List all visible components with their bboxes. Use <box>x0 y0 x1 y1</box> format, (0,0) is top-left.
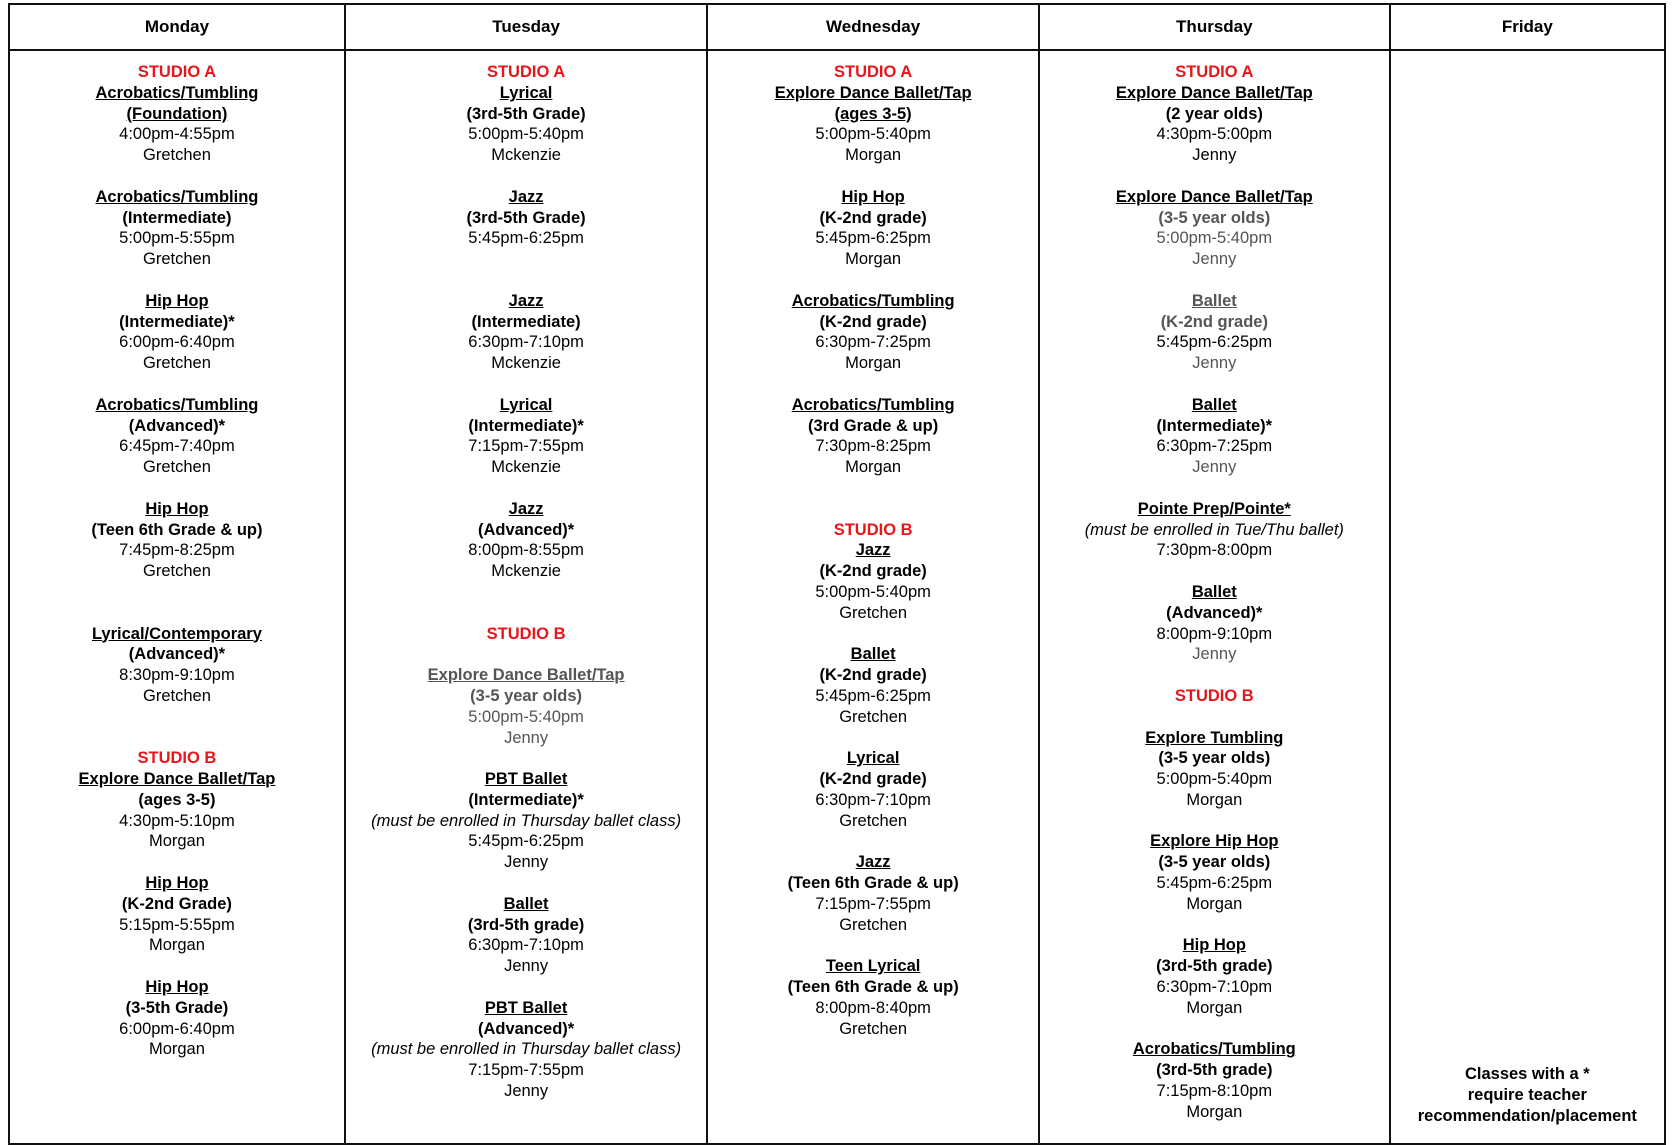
class-level: (K-2nd grade) <box>1160 312 1268 331</box>
class-name: Acrobatics/Tumbling <box>95 187 259 206</box>
class-block <box>708 540 1038 623</box>
class-teacher: Morgan <box>1186 1102 1243 1121</box>
class-name: Explore Hip Hop <box>1150 832 1279 851</box>
class-level: (Advanced)* <box>128 416 226 435</box>
class-time: 5:00pm-5:40pm <box>815 582 931 601</box>
class-name: Teen Lyrical <box>825 957 921 976</box>
class-time: 5:00pm-5:40pm <box>1156 770 1273 789</box>
tuesday-classes <box>346 51 706 1143</box>
class-block <box>708 852 1038 935</box>
class-name: Pointe Prep/Pointe* <box>1137 499 1291 518</box>
class-time: 7:15pm-7:55pm <box>815 894 931 913</box>
class-level: (2 year olds) <box>1165 104 1263 123</box>
class-teacher: Jenny <box>1192 458 1237 477</box>
class-block <box>708 291 1038 374</box>
class-time: 5:00pm-5:55pm <box>119 229 235 248</box>
class-name: Explore Dance Ballet/Tap <box>78 770 276 789</box>
class-teacher: Gretchen <box>143 250 211 269</box>
schedule-table <box>8 3 1666 1145</box>
class-level: (Intermediate)* <box>468 790 584 809</box>
class-block <box>346 395 706 478</box>
class-teacher: Morgan <box>148 1040 205 1059</box>
class-name: Hip Hop <box>145 978 209 997</box>
class-time: 8:00pm-9:10pm <box>1156 624 1273 643</box>
class-name: Acrobatics/Tumbling <box>791 291 955 310</box>
thursday-column <box>1039 50 1390 1144</box>
class-name: Ballet <box>1191 291 1237 310</box>
class-time: 8:00pm-8:40pm <box>815 998 931 1017</box>
class-name: Explore Dance Ballet/Tap <box>1115 83 1313 102</box>
class-time: 6:30pm-7:10pm <box>815 790 931 809</box>
class-level: (Intermediate) <box>471 312 581 331</box>
class-level: (Advanced)* <box>128 645 226 664</box>
class-block <box>1040 395 1389 478</box>
class-block <box>708 187 1038 270</box>
asterisk-note-line: require teacher <box>1467 1086 1587 1105</box>
tuesday-column <box>345 50 707 1144</box>
class-time: 5:00pm-5:40pm <box>468 707 584 726</box>
class-name: Explore Dance Ballet/Tap <box>774 83 972 102</box>
class-time: 7:15pm-7:55pm <box>468 437 584 456</box>
class-level: (Intermediate)* <box>1156 416 1273 435</box>
class-teacher: Mckenzie <box>491 458 561 477</box>
friday-classes <box>1391 51 1664 1143</box>
class-time: 6:45pm-7:40pm <box>119 437 235 456</box>
class-level: (Intermediate)* <box>468 416 584 435</box>
class-level: (3-5 year olds) <box>470 686 583 705</box>
class-name: Ballet <box>1191 395 1237 414</box>
class-name: Hip Hop <box>145 499 209 518</box>
spacer <box>346 644 706 665</box>
class-level: (K-2nd grade) <box>819 312 927 331</box>
class-teacher: Morgan <box>845 250 902 269</box>
class-level: (Teen 6th Grade & up) <box>787 978 959 997</box>
class-teacher: Morgan <box>845 146 902 165</box>
class-level: (Foundation) <box>126 104 228 123</box>
class-time: 4:30pm-5:00pm <box>1156 125 1273 144</box>
class-teacher: Jenny <box>504 957 549 976</box>
enrollment-note: (must be enrolled in Tue/Thu ballet) <box>1084 520 1344 539</box>
wednesday-column <box>707 50 1039 1144</box>
asterisk-note <box>1391 1064 1664 1127</box>
class-level: (Teen 6th Grade & up) <box>787 874 959 893</box>
class-name: PBT Ballet <box>484 770 568 789</box>
class-teacher: Mckenzie <box>491 146 561 165</box>
class-block <box>1040 1039 1389 1122</box>
class-block <box>1040 582 1389 665</box>
class-block <box>10 499 344 582</box>
class-time: 5:45pm-6:25pm <box>468 229 584 248</box>
class-teacher: Morgan <box>845 354 902 373</box>
class-block <box>1040 291 1389 374</box>
class-teacher: Gretchen <box>839 1019 908 1038</box>
class-teacher: Jenny <box>504 728 549 747</box>
class-teacher: Morgan <box>1186 998 1243 1017</box>
header-wednesday: Wednesday <box>707 4 1039 50</box>
class-teacher: Jenny <box>504 1082 549 1101</box>
class-teacher: Gretchen <box>143 458 211 477</box>
class-teacher: Jenny <box>1192 645 1237 664</box>
class-teacher: Gretchen <box>143 146 211 165</box>
class-block <box>1040 831 1389 914</box>
class-name: Explore Tumbling <box>1145 728 1284 747</box>
class-block <box>10 291 344 374</box>
class-teacher: Gretchen <box>143 562 211 581</box>
schedule-row <box>9 50 1665 1144</box>
header-tuesday: Tuesday <box>345 4 707 50</box>
enrollment-note: (must be enrolled in Thursday ballet class) <box>371 811 682 830</box>
class-teacher: Morgan <box>1186 894 1243 913</box>
class-block <box>10 769 344 852</box>
wednesday-classes <box>708 51 1038 1143</box>
class-block <box>708 748 1038 831</box>
class-teacher: Gretchen <box>839 707 908 726</box>
studio-label: STUDIO B <box>137 749 217 768</box>
header-monday: Monday <box>9 4 345 50</box>
class-level: (3-5 year olds) <box>1158 749 1271 768</box>
class-block <box>10 395 344 478</box>
class-level: (3rd-5th Grade) <box>466 104 586 123</box>
class-block <box>346 187 706 270</box>
class-name: Jazz <box>508 187 544 206</box>
class-time: 8:30pm-9:10pm <box>119 666 235 685</box>
enrollment-note: (must be enrolled in Thursday ballet class) <box>371 1040 682 1059</box>
friday-column <box>1390 50 1665 1144</box>
class-level: (Advanced)* <box>477 520 575 539</box>
class-block <box>1040 187 1389 270</box>
class-level: (Intermediate)* <box>119 312 235 331</box>
studio-label: STUDIO B <box>486 624 566 643</box>
class-teacher: Gretchen <box>839 603 908 622</box>
class-teacher <box>346 249 706 270</box>
class-name: Ballet <box>1191 582 1237 601</box>
class-name: Hip Hop <box>145 291 209 310</box>
class-level: (3-5th Grade) <box>125 998 229 1017</box>
studio-label: STUDIO A <box>834 63 913 81</box>
class-level: (Advanced)* <box>1166 603 1263 622</box>
thursday-classes <box>1040 51 1389 1123</box>
class-level: (K-2nd grade) <box>819 208 927 227</box>
header-friday: Friday <box>1390 4 1665 50</box>
asterisk-note-line: Classes with a * <box>1464 1065 1590 1084</box>
class-teacher: Jenny <box>1192 146 1237 165</box>
class-name: Acrobatics/Tumbling <box>95 83 259 102</box>
class-name: Acrobatics/Tumbling <box>1132 1040 1296 1059</box>
class-teacher: Jenny <box>504 853 549 872</box>
class-level: (3rd-5th grade) <box>1156 1061 1273 1080</box>
class-teacher: Gretchen <box>143 354 211 373</box>
studio-label: STUDIO B <box>833 520 913 539</box>
class-name: Jazz <box>508 499 544 518</box>
class-teacher: Morgan <box>1186 790 1243 809</box>
class-name: Explore Dance Ballet/Tap <box>427 666 625 685</box>
class-block <box>10 873 344 956</box>
monday-column <box>9 50 345 1144</box>
class-time: 5:45pm-6:25pm <box>468 832 584 851</box>
class-teacher: Morgan <box>845 458 902 477</box>
class-block <box>10 187 344 270</box>
class-name: Ballet <box>503 894 549 913</box>
class-time: 5:45pm-6:25pm <box>1156 333 1273 352</box>
class-block <box>1040 83 1389 166</box>
class-block <box>346 769 706 873</box>
class-block <box>708 956 1038 1039</box>
class-level: (3-5 year olds) <box>1158 853 1271 872</box>
class-block <box>1040 499 1389 561</box>
class-time: 6:30pm-7:25pm <box>815 333 931 352</box>
class-level: (K-2nd grade) <box>819 666 927 685</box>
class-time: 7:30pm-8:00pm <box>1156 541 1273 560</box>
class-level: (3rd-5th grade) <box>467 915 585 934</box>
class-time: 7:45pm-8:25pm <box>119 541 235 560</box>
class-block <box>10 624 344 707</box>
class-level: (Intermediate) <box>122 208 232 227</box>
class-name: Jazz <box>855 541 891 560</box>
class-name: Lyrical <box>499 83 553 102</box>
class-teacher: Gretchen <box>143 686 211 705</box>
class-level: (ages 3-5) <box>138 790 216 809</box>
header-thursday: Thursday <box>1039 4 1390 50</box>
class-block <box>1040 935 1389 1018</box>
class-time: 5:45pm-6:25pm <box>815 229 931 248</box>
class-level: (K-2nd Grade) <box>121 894 232 913</box>
class-name: Explore Dance Ballet/Tap <box>1115 187 1313 206</box>
class-name: Acrobatics/Tumbling <box>95 395 259 414</box>
class-block <box>708 644 1038 727</box>
class-time: 5:45pm-6:25pm <box>1156 874 1273 893</box>
studio-label: STUDIO B <box>1174 686 1254 705</box>
class-level: (K-2nd grade) <box>819 770 927 789</box>
class-time: 6:30pm-7:25pm <box>1156 437 1273 456</box>
class-time: 6:30pm-7:10pm <box>468 333 584 352</box>
class-level: (Advanced)* <box>477 1019 575 1038</box>
class-name: Hip Hop <box>841 187 905 206</box>
class-time: 6:00pm-6:40pm <box>119 1019 235 1038</box>
class-name: Acrobatics/Tumbling <box>791 395 955 414</box>
class-level: (3rd-5th Grade) <box>466 208 586 227</box>
studio-label: STUDIO A <box>1175 63 1254 81</box>
class-name: Lyrical <box>846 749 900 768</box>
class-teacher: Jenny <box>1192 250 1237 269</box>
class-block <box>708 395 1038 478</box>
class-time: 5:00pm-5:40pm <box>815 125 931 144</box>
class-time: 5:00pm-5:40pm <box>1156 229 1273 248</box>
class-time: 7:15pm-7:55pm <box>468 1061 584 1080</box>
class-time: 5:15pm-5:55pm <box>119 915 235 934</box>
class-teacher: Jenny <box>1192 354 1237 373</box>
class-time: 6:30pm-7:10pm <box>468 936 584 955</box>
class-name: Ballet <box>850 645 896 664</box>
class-block <box>10 83 344 166</box>
class-time: 7:15pm-8:10pm <box>1156 1082 1273 1101</box>
class-name: Jazz <box>508 291 544 310</box>
class-level: (3rd-5th grade) <box>1156 957 1273 976</box>
class-time: 5:00pm-5:40pm <box>468 125 584 144</box>
class-block <box>346 83 706 166</box>
class-block <box>346 665 706 748</box>
class-time: 4:30pm-5:10pm <box>119 811 235 830</box>
monday-classes <box>10 51 344 1143</box>
class-name: Lyrical <box>499 395 553 414</box>
class-block <box>346 291 706 374</box>
class-teacher: Morgan <box>148 936 205 955</box>
class-level: (Teen 6th Grade & up) <box>91 520 263 539</box>
class-teacher: Mckenzie <box>491 354 561 373</box>
class-block <box>346 499 706 582</box>
class-block <box>708 83 1038 166</box>
class-time: 5:45pm-6:25pm <box>815 686 931 705</box>
class-teacher: Gretchen <box>839 811 908 830</box>
spacer <box>1040 707 1389 728</box>
class-level: (ages 3-5) <box>834 104 912 123</box>
class-name: Jazz <box>855 853 891 872</box>
header-row <box>9 4 1665 50</box>
class-time: 8:00pm-8:55pm <box>468 541 584 560</box>
class-time: 7:30pm-8:25pm <box>815 437 931 456</box>
class-name: PBT Ballet <box>484 998 568 1017</box>
class-level: (K-2nd grade) <box>819 562 927 581</box>
class-time: 6:00pm-6:40pm <box>119 333 235 352</box>
studio-label: STUDIO A <box>486 63 566 81</box>
class-block <box>346 894 706 977</box>
schedule-page <box>8 3 1666 1137</box>
class-block <box>346 998 706 1102</box>
class-time: 4:00pm-4:55pm <box>119 125 235 144</box>
class-level: (3rd Grade & up) <box>808 416 939 435</box>
class-block <box>10 977 344 1060</box>
class-block <box>1040 728 1389 811</box>
class-teacher: Morgan <box>148 832 205 851</box>
class-teacher: Mckenzie <box>491 562 561 581</box>
class-level: (3-5 year olds) <box>1158 208 1271 227</box>
class-name: Hip Hop <box>1182 936 1246 955</box>
class-name: Hip Hop <box>145 874 209 893</box>
class-name: Lyrical/Contemporary <box>91 624 262 643</box>
class-teacher: Gretchen <box>839 915 908 934</box>
studio-label: STUDIO A <box>137 63 217 81</box>
class-time: 6:30pm-7:10pm <box>1156 978 1273 997</box>
asterisk-note-line: recommendation/placement <box>1417 1107 1637 1126</box>
